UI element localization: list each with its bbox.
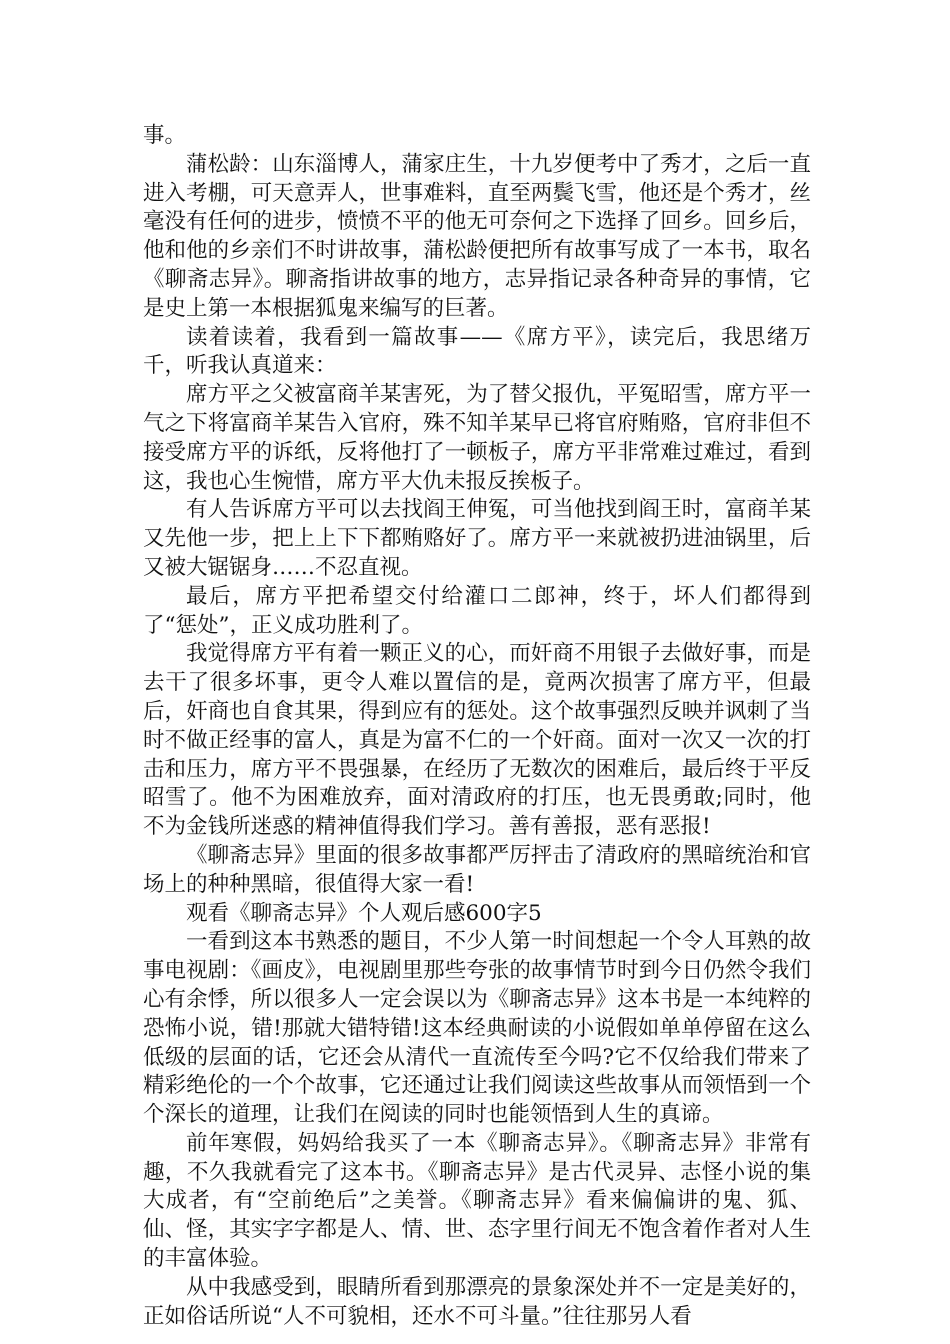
paragraph: 有人告诉席方平可以去找阎王伸冤，可当他找到阎王时，富商羊某又先他一步，把上上下下都贿赂好了。席方平一来就被扔进油锅里，后又被大锯锯身……不忍直视。 — [143, 497, 811, 580]
paragraph: 蒲松龄：山东淄博人，蒲家庄生，十九岁便考中了秀才，之后一直进入考棚，可天意弄人，世事难料，直至两鬓飞雪，他还是个秀才，丝毫没有任何的进步，愤愤不平的他无可奈何之下选择了回乡。回乡后，他和他的乡亲们不时讲故事，蒲松龄便把所有故事写成了一本书，取名《聊斋志异》。聊斋指讲故事的地方，志异指记录各种奇异的事情，它是史上第一本根据狐鬼来编写的巨著。 — [143, 151, 811, 321]
paragraph: 从中我感受到，眼睛所看到那漂亮的景象深处并不一定是美好的，正如俗话所说“人不可貌相，还水不可斗量。”往往那另人看 — [143, 1274, 811, 1329]
section-heading: 观看《聊斋志异》个人观后感600字5 — [186, 900, 542, 926]
paragraph: 《聊斋志异》里面的很多故事都严厉抨击了清政府的黑暗统治和官场上的种种黑暗，很值得大家一看! — [143, 842, 811, 897]
paragraph: 一看到这本书熟悉的题目，不少人第一时间想起一个令人耳熟的故事电视剧：《画皮》，电视剧里那些夸张的故事情节时到今日仍然令我们心有余悸，所以很多人一定会误以为《聊斋志异》这本书是一本纯粹的恐怖小说，错!那就大错特错!这本经典耐读的小说假如单单停留在这么低级的层面的话，它还会从清代一直流传至今吗?它不仅给我们带来了精彩绝伦的一个个故事，它还通过让我们阅读这些故事从而领悟到一个个深长的道理，让我们在阅读的同时也能领悟到人生的真谛。 — [143, 929, 811, 1128]
paragraph: 最后，席方平把希望交付给灌口二郎神，终于，坏人们都得到了“惩处”，正义成功胜利了。 — [143, 583, 811, 638]
paragraph: 席方平之父被富商羊某害死，为了替父报仇，平冤昭雪，席方平一气之下将富商羊某告入官府，殊不知羊某早已将官府贿赂，官府非但不接受席方平的诉纸，反将他打了一顿板子，席方平非常难过难过，看到这，我也心生惋惜，席方平大仇未报反挨板子。 — [143, 382, 811, 494]
paragraph: 我觉得席方平有着一颗正义的心，而奸商不用银子去做好事，而是去干了很多坏事，更令人难以置信的是，竟两次损害了席方平，但最后，奸商也自食其果，得到应有的惩处。这个故事强烈反映并讽刺了当时不做正经事的富人，真是为富不仁的一个奸商。面对一次又一次的打击和压力，席方平不畏强暴，在经历了无数次的困难后，最后终于平反昭雪了。他不为困难放弃，面对清政府的打压，也无畏勇敢;同时，他不为金钱所迷惑的精神值得我们学习。善有善报，恶有恶报! — [143, 641, 811, 840]
paragraph: 前年寒假，妈妈给我买了一本《聊斋志异》。《聊斋志异》非常有趣，不久我就看完了这本书。《聊斋志异》是古代灵异、志怪小说的集大成者，有“空前绝后”之美誉。《聊斋志异》看来偏偏讲的鬼、狐、仙、怪，其实字字都是人、情、世、态字里行间无不饱含着作者对人生的丰富体验。 — [143, 1130, 811, 1272]
document-body — [143, 122, 811, 1331]
paragraph: 事。 — [143, 123, 187, 148]
paragraph: 读着读着，我看到一篇故事——《席方平》，读完后，我思绪万千，听我认真道来： — [143, 324, 811, 379]
